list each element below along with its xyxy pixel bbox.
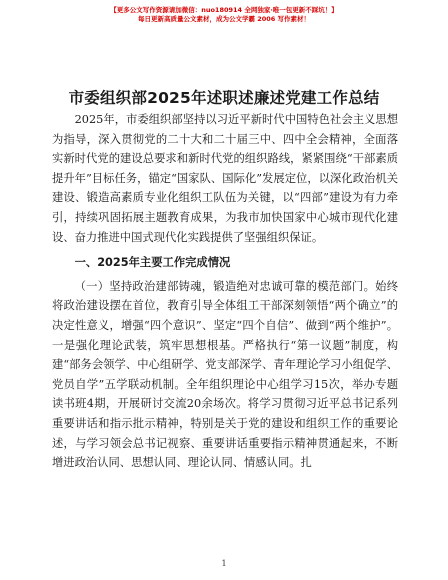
body-paragraph: （一）坚持政治建部铸魂，锻造绝对忠诚可靠的模范部门。始终将政治建设摆在首位，教育引导全体组工干部深刻领悟“两个确立”的决定性意义，增强“四个意识”、坚定“四个自信”、做到“两个维护”。一是强化理论武装，筑牢思想根基。严格执行“第一议题”制度，构建“部务会领学、中心组研学、党支部深学、青年理论学习小组促学、党员自学”五学联动机制。全年组织理论中心组学习15次，举办专题读书班4期，开展研讨交流20余场次。将学习贯彻习近平总书记系列重要讲话和指示批示精神，特别是关于党的建设和组织工作的重要论述，与学习领会总书记视察、重要讲话重要指示精神贯通起来，不断增进政治认同、思想认同、理论认同、情感认同。扎 xyxy=(52,279,398,470)
section-heading: 一、2025年主要工作完成情况 xyxy=(74,256,231,270)
document-title: 市委组织部2025年述职述廉述党建工作总结 xyxy=(68,89,380,107)
page-number: 1 xyxy=(221,559,227,568)
promo-banner-line-1: 【更多公文写作资源请加微信：nuo180914 全网独家·唯一包更新不踩坑！】 xyxy=(110,6,338,14)
document-body xyxy=(52,110,398,473)
promo-banner xyxy=(0,6,448,24)
intro-paragraph: 2025年，市委组织部坚持以习近平新时代中国特色社会主义思想为指导，深入贯彻党的二十大和二十届三中、四中全会精神，全面落实新时代党的建设总要求和新时代党的组织路线，紧紧围绕“干部素质提升年”目标任务，锚定“国家队、国际化”发展定位，以深化政治机关建设、锻造高素质专业化组织工队伍为关键，以“四部”建设为有力牵引，持续巩固拓展主题教育成果，为我市加快国家中心城市现代化建设、奋力推进中国式现代化实践提供了坚强组织保证。 xyxy=(52,113,398,244)
promo-banner-line-2: 每日更新高质量公文素材，成为公文学霸 2006 写作素材！ xyxy=(137,15,311,23)
